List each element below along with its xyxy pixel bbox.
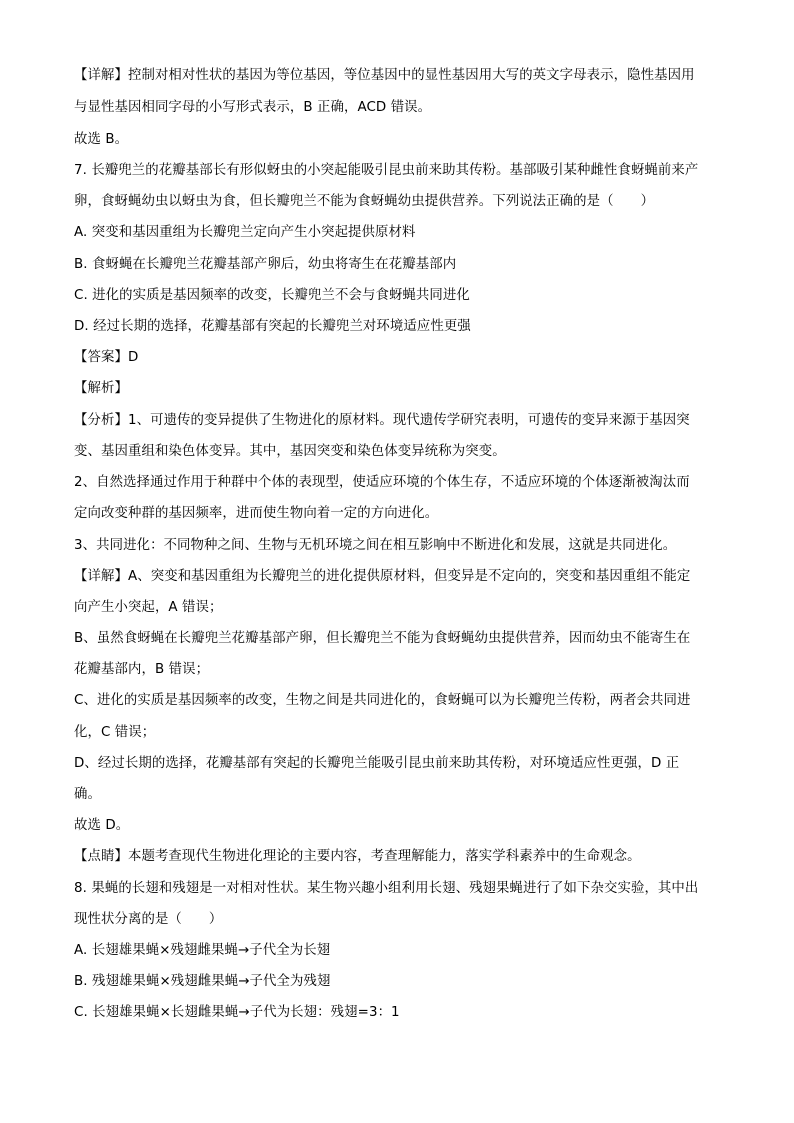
question-7-stem: 卵，食蚜蝇幼虫以蚜虫为食，但长瓣兜兰不能为食蚜蝇幼虫提供营养。下列说法正确的是（ ） (74, 194, 655, 209)
question-7-option-b: B. 食蚜蝇在长瓣兜兰花瓣基部产卵后，幼虫将寄生在花瓣基部内 (74, 257, 457, 272)
text-line: 【分析】1、可遗传的变异提供了生物进化的原材料。现代遗传学研究表明，可遗传的变异来源于基因突 (74, 413, 690, 428)
text-line: B、虽然食蚜蝇在长瓣兜兰花瓣基部产卵，但长瓣兜兰不能为食蚜蝇幼虫提供营养，因而幼虫不能寄生在 (74, 631, 691, 646)
text-line: 3、共同进化：不同物种之间、生物与无机环境之间在相互影响中不断进化和发展，这就是共同进化。 (74, 538, 677, 553)
text-line: 与显性基因相同字母的小写形式表示，B 正确，ACD 错误。 (74, 100, 432, 115)
text-line: C、进化的实质是基因频率的改变，生物之间是共同进化的，食蚜蝇可以为长瓣兜兰传粉，两者会共同进 (74, 693, 691, 708)
text-line: 【详解】A、突变和基因重组为长瓣兜兰的进化提供原材料，但变异是不定向的，突变和基因重组不能定 (74, 569, 691, 584)
question-7-stem: 7. 长瓣兜兰的花瓣基部长有形似蚜虫的小突起能吸引昆虫前来助其传粉。基部吸引某种雌性食蚜蝇前来产 (74, 163, 699, 178)
analysis-label: 【解析】 (74, 381, 128, 396)
text-line: 花瓣基部内，B 错误； (74, 662, 210, 677)
question-7-option-d: D. 经过长期的选择，花瓣基部有突起的长瓣兜兰对环境适应性更强 (74, 319, 471, 334)
answer-label: 【答案】D (74, 350, 139, 365)
text-line: 【点睛】本题考查现代生物进化理论的主要内容，考查理解能力，落实学科素养中的生命观念。 (74, 849, 641, 864)
text-line: 故选 D。 (74, 818, 130, 833)
text-line: 定向改变种群的基因频率，进而使生物向着一定的方向进化。 (74, 506, 439, 521)
text-line: 变、基因重组和染色体变异。其中，基因突变和染色体变异统称为突变。 (74, 444, 506, 459)
question-8-option-b: B. 残翅雄果蝇×残翅雌果蝇→子代全为残翅 (74, 974, 331, 989)
text-line: 【详解】控制对相对性状的基因为等位基因，等位基因中的显性基因用大写的英文字母表示，隐性基因用 (74, 68, 695, 83)
question-8-option-a: A. 长翅雄果蝇×残翅雌果蝇→子代全为长翅 (74, 943, 331, 958)
text-line: 故选 B。 (74, 132, 129, 147)
text-line: 确。 (74, 787, 101, 802)
text-line: 化，C 错误； (74, 725, 156, 740)
question-8-stem: 现性状分离的是（ ） (74, 912, 223, 927)
question-8-stem: 8. 果蝇的长翅和残翅是一对相对性状。某生物兴趣小组利用长翅、残翅果蝇进行了如下杂交实验，其中出 (74, 881, 699, 896)
question-8-option-c: C. 长翅雄果蝇×长翅雌果蝇→子代为长翅：残翅=3：1 (74, 1005, 400, 1020)
text-line: 向产生小突起，A 错误； (74, 600, 223, 615)
text-line: 2、自然选择通过作用于种群中个体的表现型，使适应环境的个体生存，不适应环境的个体逐渐被淘汰而 (74, 475, 690, 490)
question-7-option-a: A. 突变和基因重组为长瓣兜兰定向产生小突起提供原材料 (74, 225, 416, 240)
text-line: D、经过长期的选择，花瓣基部有突起的长瓣兜兰能吸引昆虫前来助其传粉，对环境适应性更强，D 正 (74, 756, 680, 771)
question-7-option-c: C. 进化的实质是基因频率的改变，长瓣兜兰不会与食蚜蝇共同进化 (74, 288, 470, 303)
